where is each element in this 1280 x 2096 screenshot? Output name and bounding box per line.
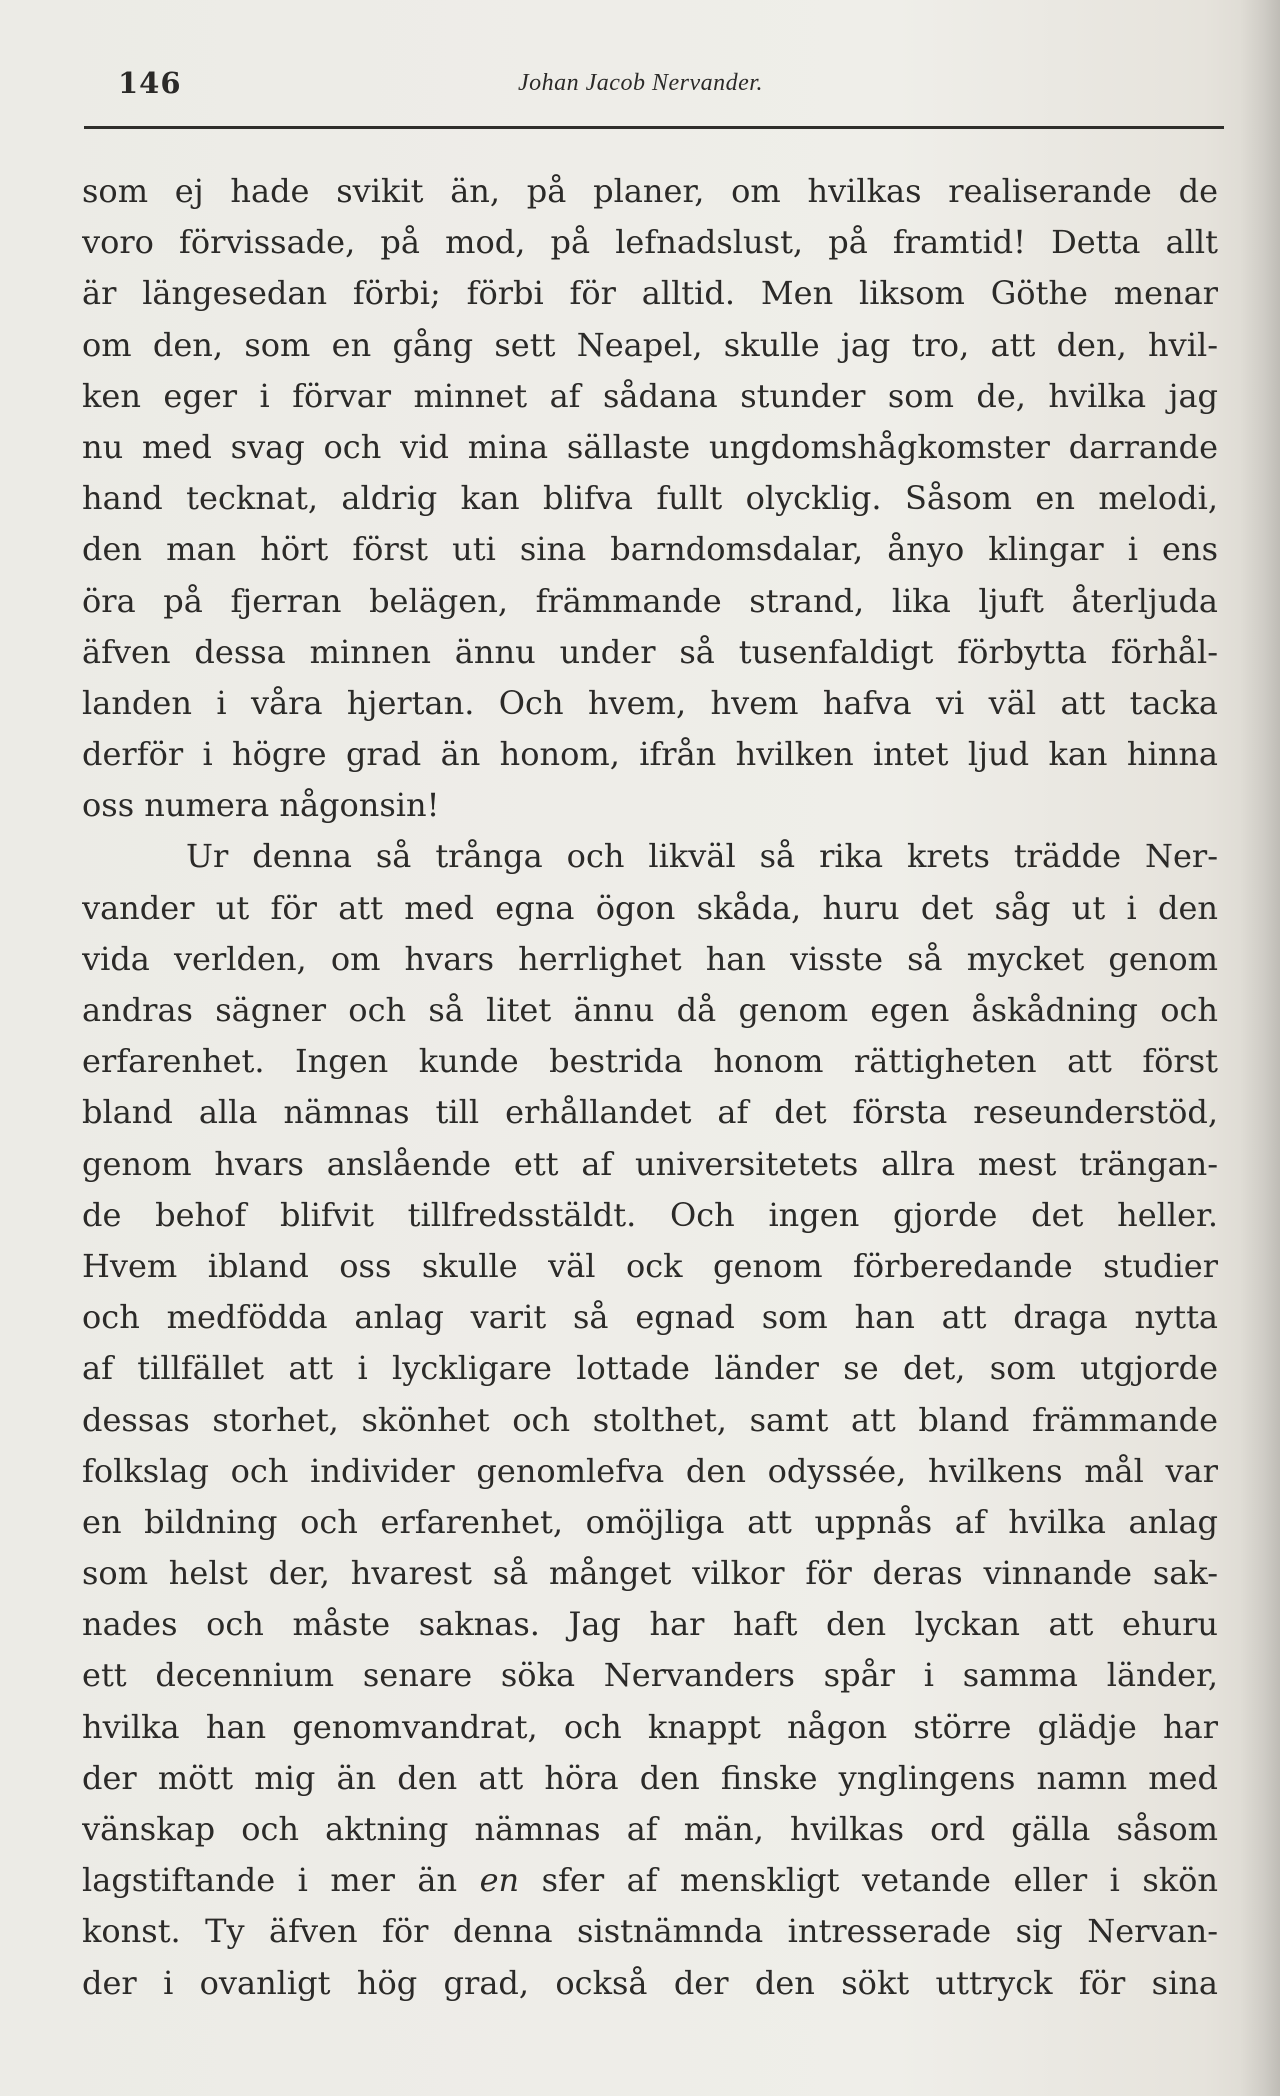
page-header xyxy=(84,66,1220,116)
text-line: folkslag och individer genomlefva den odyssée, hvilkens mål var xyxy=(82,1451,1218,1490)
text-line: oss numera någonsin! xyxy=(82,786,440,825)
text-line: ett decennium senare söka Nervanders spår i samma länder, xyxy=(82,1656,1218,1695)
page-edge-shadow xyxy=(1240,0,1280,2096)
text-line: konst. Ty äfven för denna sistnämnda intresserade sig Nervan- xyxy=(82,1912,1218,1951)
text-line: dessas storhet, skönhet och stolthet, samt att bland främmande xyxy=(82,1400,1218,1439)
text-line: bland alla nämnas till erhållandet af det första reseunderstöd, xyxy=(82,1093,1218,1132)
text-line: genom hvars anslående ett af universitetets allra mest trängan- xyxy=(82,1144,1218,1183)
text-line: andras sägner och så litet ännu då genom egen åskådning och xyxy=(82,991,1218,1029)
text-line: der mött mig än den att höra den finske ynglingens namn med xyxy=(82,1758,1218,1797)
text-line: äfven dessa minnen ännu under så tusenfaldigt förbytta förhål- xyxy=(82,632,1218,671)
text-line: landen i våra hjertan. Och hvem, hvem hafva vi väl att tacka xyxy=(82,683,1218,722)
text-line: de behof blifvit tillfredsstäldt. Och ingen gjorde det heller. xyxy=(82,1195,1218,1234)
text-line: en bildning och erfarenhet, omöjliga att uppnås af hvilka anlag xyxy=(82,1502,1218,1541)
text-line: nades och måste saknas. Jag har haft den lyckan att ehuru xyxy=(82,1605,1218,1644)
text-line: och medfödda anlag varit så egnad som han att draga nytta xyxy=(82,1298,1218,1337)
text-line: af tillfället att i lyckligare lottade länder se det, som utgjorde xyxy=(82,1349,1218,1388)
running-head: Johan Jacob Nervander. xyxy=(518,70,763,96)
text-segment: sfer af menskligt vetande eller i skön xyxy=(519,1861,1218,1900)
text-line: nu med svag och vid mina sällaste ungdomshågkomster darrande xyxy=(82,427,1218,466)
text-line: ken eger i förvar minnet af sådana stunder som de, hvilka jag xyxy=(82,376,1218,415)
text-segment: lagstiftande i mer än xyxy=(82,1861,480,1900)
text-line: vander ut för att med egna ögon skåda, huru det såg ut i den xyxy=(82,888,1218,927)
text-line: är längesedan förbi; förbi för alltid. Men liksom Göthe menar xyxy=(82,274,1218,313)
text-line: hvilka han genomvandrat, och knappt någon större glädje har xyxy=(82,1707,1218,1746)
text-line: voro förvissade, på mod, på lefnadslust, på framtid! Detta allt xyxy=(82,223,1218,262)
text-line: Hvem ibland oss skulle väl ock genom förberedande studier xyxy=(82,1246,1218,1285)
text-line-with-emphasis xyxy=(82,1855,1218,1906)
text-line: som helst der, hvarest så månget vilkor för deras vinnande sak- xyxy=(82,1554,1218,1593)
text-line: der i ovanligt hög grad, också der den sökt uttryck för sina xyxy=(82,1963,1218,2002)
text-line: som ej hade svikit än, på planer, om hvilkas realiserande de xyxy=(82,172,1218,210)
text-line: hand tecknat, aldrig kan blifva fullt olycklig. Såsom en melodi, xyxy=(82,479,1218,518)
text-line: erfarenhet. Ingen kunde bestrida honom rättigheten att först xyxy=(82,1042,1218,1081)
text-line: derför i högre grad än honom, ifrån hvilken intet ljud kan hinna xyxy=(82,735,1218,774)
body-text xyxy=(82,166,1218,2009)
text-line: öra på fjerran belägen, främmande strand, lika ljuft återljuda xyxy=(82,581,1218,620)
text-line: Ur denna så trånga och likväl så rika krets trädde Ner- xyxy=(186,837,1218,876)
text-line: vida verlden, om hvars herrlighet han visste så mycket genom xyxy=(82,939,1218,978)
text-line: vänskap och aktning nämnas af män, hvilkas ord gälla såsom xyxy=(82,1810,1218,1848)
text-line: om den, som en gång sett Neapel, skulle jag tro, att den, hvil- xyxy=(82,325,1218,364)
text-line: den man hört först uti sina barndomsdalar, ånyo klingar i ens xyxy=(82,530,1218,569)
emphasized-word: en xyxy=(479,1861,520,1900)
page-number: 146 xyxy=(118,66,182,100)
header-rule xyxy=(84,126,1224,129)
